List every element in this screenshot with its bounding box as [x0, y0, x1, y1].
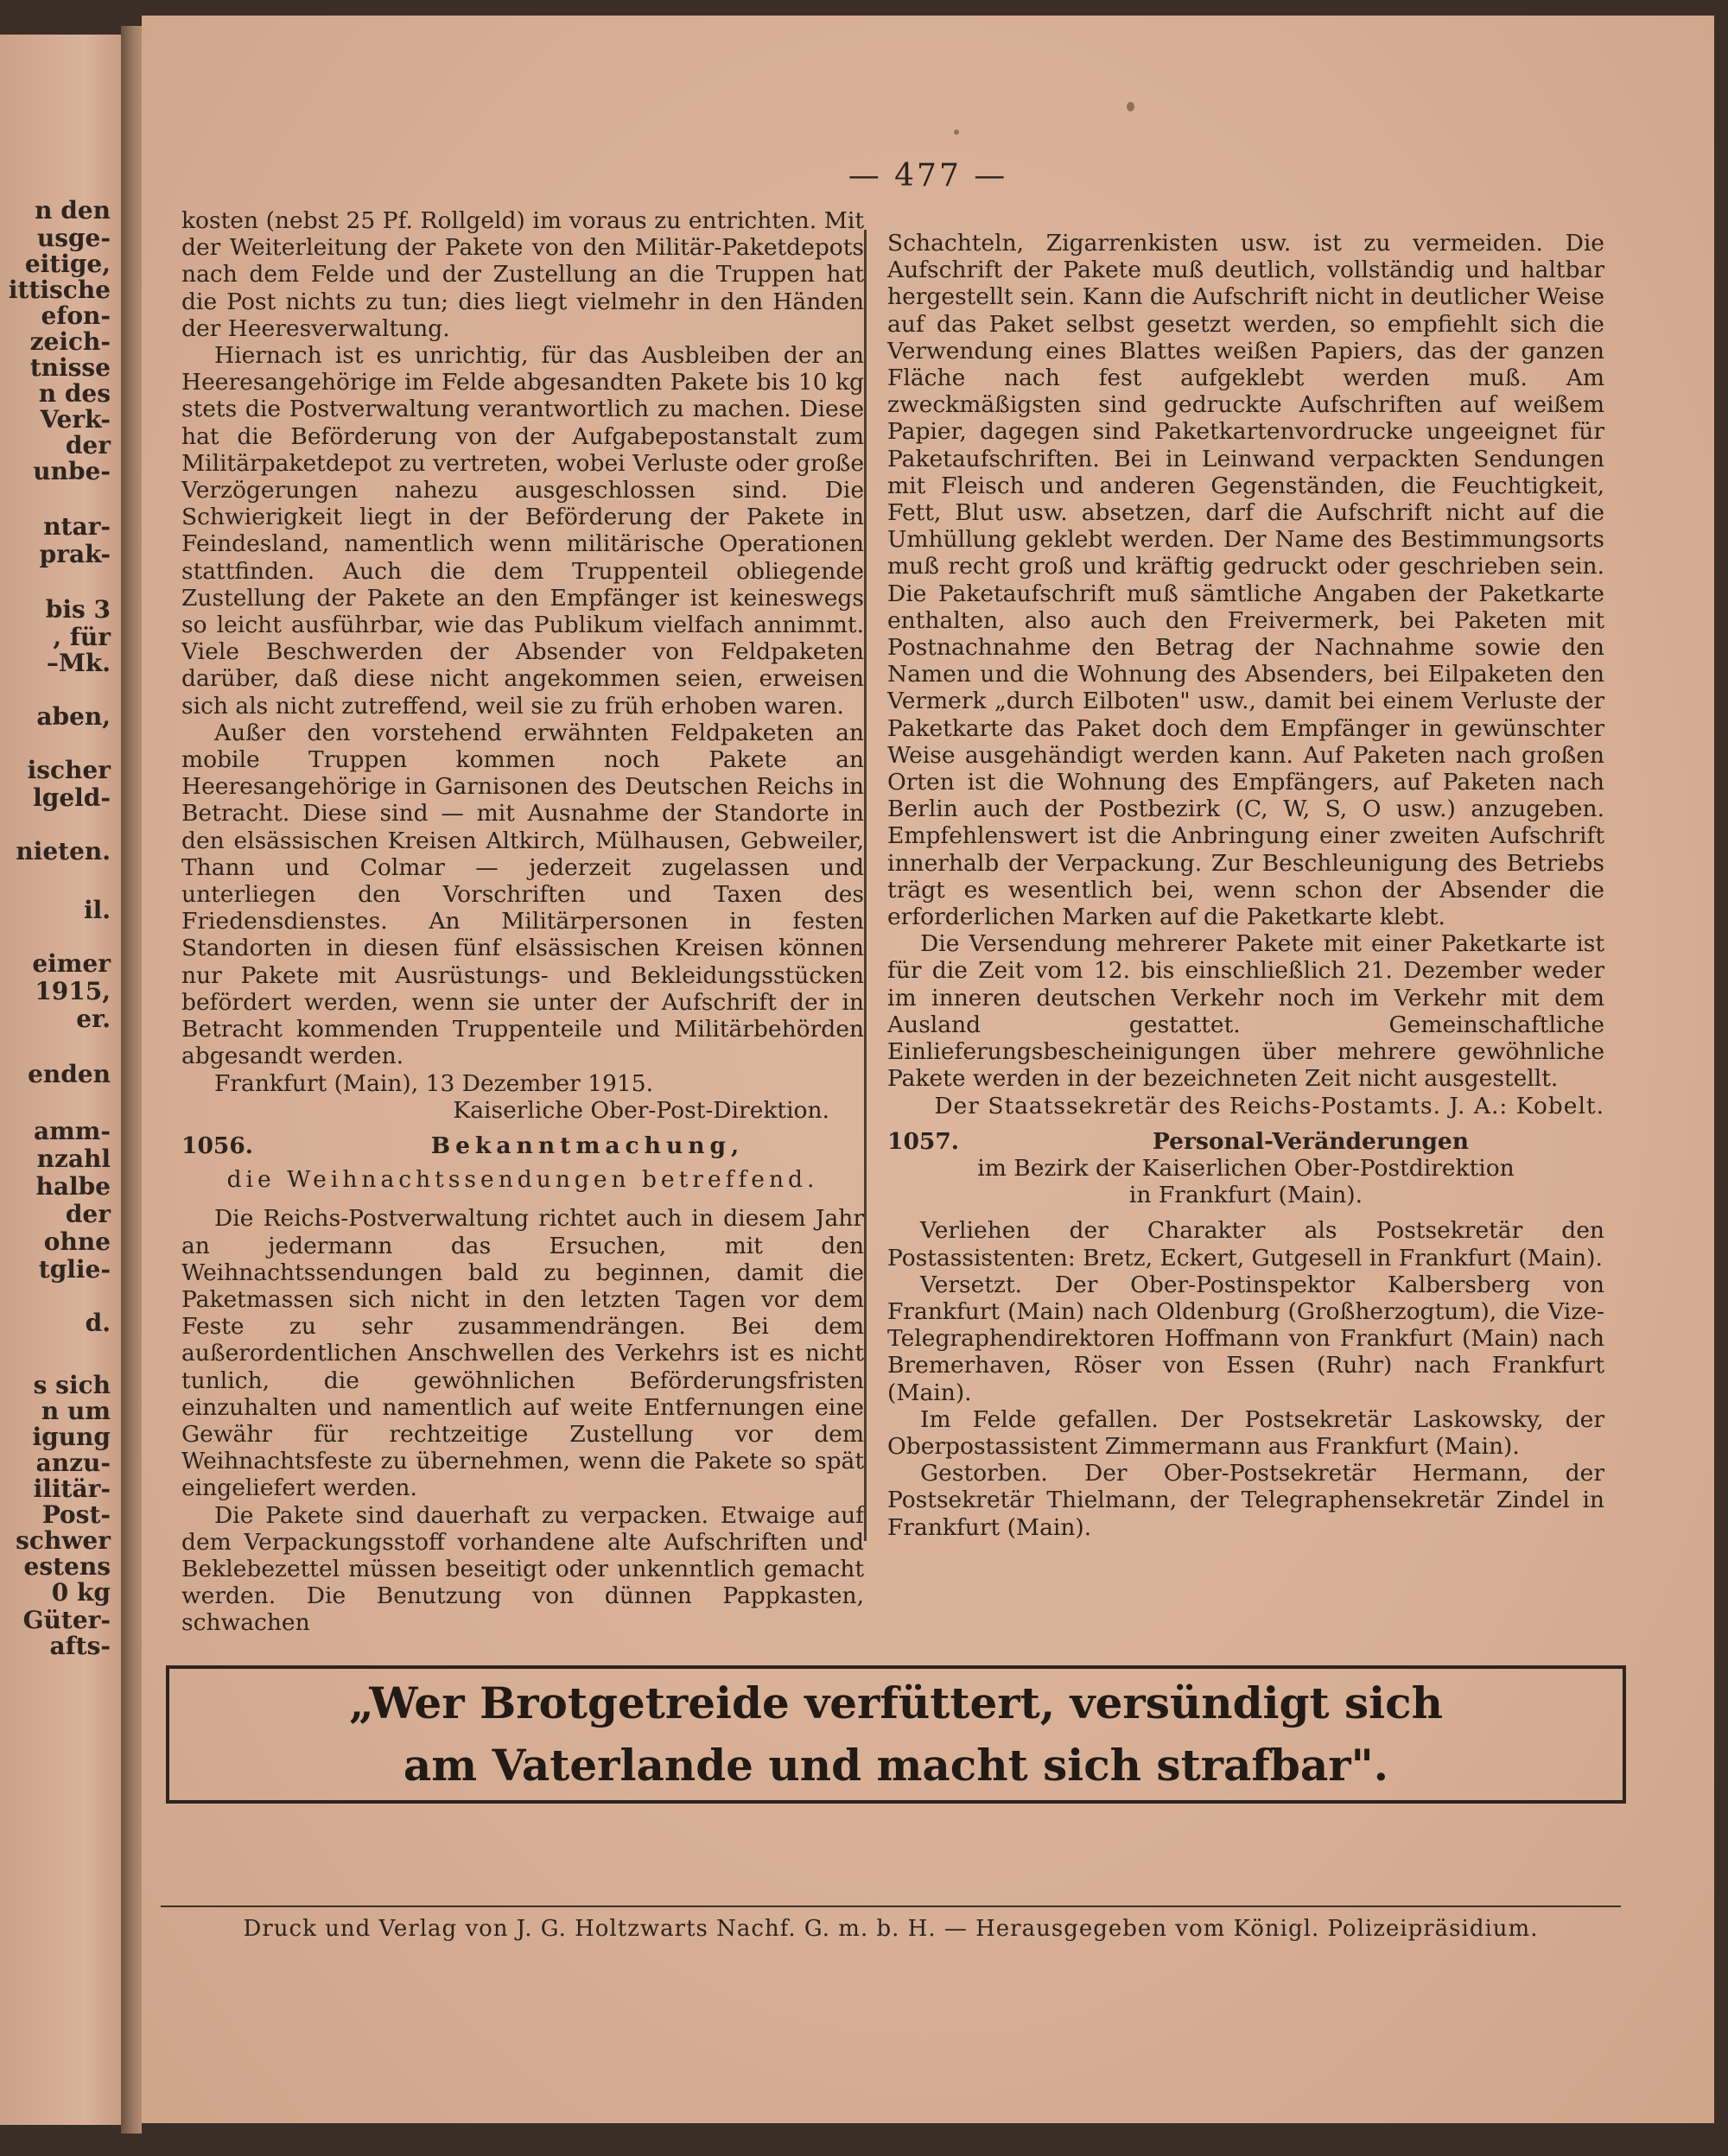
paragraph: Außer den vorstehend erwähnten Feldpaketen an mobile Truppen kommen noch Pakete an Heeresangehörige in Garnisonen des Deutschen Reichs in Betracht. Diese sind — mit Ausnahme der Standorte in den elsässischen Kreisen Altkirch, Mülhausen, Gebweiler, Thann und Colmar — jederzeit zugelassen und unterliegen den Vorschriften und Taxen des Friedensdienstes. An Militärpersonen in festen Standorten in diesen fünf elsässischen Kreisen können nur Pakete mit Ausrüstungs- und Bekleidungsstücken befördert werden, wenn sie unter der Aufschrift der in Betracht kommenden Truppenteile und Militärbehörden abgesandt werden.	[181, 719, 864, 1070]
ink-spot	[954, 130, 959, 135]
left-page-text-fragment: der	[65, 1200, 111, 1228]
footer-rule	[161, 1906, 1621, 1907]
left-page-text-fragment: nzahl	[36, 1145, 111, 1173]
left-page-text-fragment: eitige,	[24, 250, 111, 278]
left-page-text-fragment: Güter-	[22, 1606, 111, 1634]
signature-authority: Kaiserliche Ober-Post-Direktion.	[453, 1096, 829, 1124]
left-page-text-fragment: , für	[53, 623, 111, 651]
left-page-text-fragment: s sich	[33, 1371, 111, 1399]
right-column	[864, 230, 1604, 1541]
left-page-text-fragment: 1915,	[35, 977, 111, 1005]
left-page-text-fragment: tglie-	[38, 1255, 111, 1284]
paragraph: Hiernach ist es unrichtig, für das Ausbleiben der an Heeresangehörige im Felde abgesandten Pakete bis 10 kg stets die Postverwaltung verantwortlich zu machen. Diese hat die Beförderung von der Aufgabepostanstalt zum Militärpaketdepot zu vertreten, wobei Verluste oder große Verzögerungen nahezu ausgeschlossen sind. Die Schwierigkeit liegt in der Beförderung der Pakete in Feindesland, namentlich wenn militärische Operationen stattfinden. Auch die dem Truppenteil obliegende Zustellung der Pakete an den Empfänger ist keineswegs so leicht ausführbar, wie das Publikum vielfach annimmt. Viele Beschwerden der Absender von Feldpaketen darüber, daß diese nicht angekommen seien, erweisen sich als nicht zutreffend, weil sie zu früh erhoben waren.	[181, 342, 864, 720]
left-page-text-fragment: unbe-	[33, 457, 111, 485]
left-page-text-fragment: prak-	[39, 540, 111, 568]
left-page-edge	[0, 35, 121, 2125]
gazette-page	[142, 16, 1714, 2123]
left-page-text-fragment: 0 kg	[51, 1578, 111, 1607]
paragraph: Schachteln, Zigarrenkisten usw. ist zu vermeiden. Die Aufschrift der Pakete muß deutlich, vollständig und haltbar hergestellt sein. Kann die Aufschrift nicht in deutlicher Weise auf das Paket selbst gesetzt werden, so empfiehlt sich die Verwendung eines Blattes weißen Papiers, das der ganzen Fläche nach fest aufgeklebt werden muß. Am zweckmäßigsten sind gedruckte Aufschriften auf weißem Papier, dagegen sind Paketkartenvordrucke ungeeignet für Paketaufschriften. Bei in Leinwand verpackten Sendungen mit Fleisch und anderen Gegenständen, die Feuchtigkeit, Fett, Blut usw. absetzen, darf die Aufschrift nicht auf die Umhüllung geklebt werden. Der Name des Bestimmungsorts muß recht groß und kräftig gedruckt oder geschrieben sein. Die Paketaufschrift muß sämtliche Angaben der Paketkarte enthalten, also auch den Freivermerk, bei Paketen mit Postnachnahme den Betrag der Nachnahme sowie den Namen und die Wohnung des Absenders, bei Eilpaketen den Vermerk „durch Eilboten" usw., damit bei einem Verluste der Paketkarte das Paket doch dem Empfänger in gewünschter Weise ausgehändigt werden kann. Auf Paketen nach großen Orten ist die Wohnung des Empfängers, auf Paketen nach Berlin auch der Postbezirk (C, W, S, O usw.) anzugeben. Empfehlenswert ist die Anbringung einer zweiten Aufschrift innerhalb der Verpackung. Zur Beschleunigung des Betriebs trägt es wesentlich bei, wenn schon der Absender die erforderlichen Marken auf die Paketkarte klebt.	[887, 230, 1604, 931]
left-page-text-fragment: schwer	[16, 1526, 111, 1555]
paragraph: Verliehen der Charakter als Postsekretär den Postassistenten: Bretz, Eckert, Gutgesell in Frankfurt (Main).	[887, 1217, 1604, 1271]
left-page-text-fragment: Verk-	[40, 405, 111, 434]
slogan-line: am Vaterlande und macht sich strafbar".	[403, 1740, 1389, 1791]
signature-place: Frankfurt (Main), 13 Dezember 1915.	[214, 1069, 654, 1097]
paragraph: kosten (nebst 25 Pf. Rollgeld) im voraus zu entrichten. Mit der Weiterleitung der Pakete von den Militär-Paketdepots nach dem Felde und der Zustellung an die Truppen hat die Post nichts zu tun; dies liegt vielmehr in den Händen der Heeresverwaltung.	[181, 207, 864, 342]
book-gutter	[121, 26, 142, 2134]
section-heading-1057	[887, 1128, 1604, 1155]
paragraph: Versetzt. Der Ober-Postinspektor Kalbersberg von Frankfurt (Main) nach Oldenburg (Großherzogtum), die Vize-Telegraphendirektoren Hoffmann von Frankfurt (Main) nach Bremerhaven, Röser von Essen (Ruhr) nach Frankfurt (Main).	[887, 1271, 1604, 1406]
left-page-text-fragment: der	[65, 431, 111, 460]
left-page-text-fragment: aben,	[36, 702, 111, 731]
left-page-text-fragment: afts-	[49, 1632, 111, 1660]
left-page-text-fragment: halbe	[35, 1172, 111, 1201]
left-page-text-fragment: Post-	[41, 1500, 111, 1529]
slogan-banner	[166, 1665, 1626, 1804]
imprint-footer: Druck und Verlag von J. G. Holtzwarts Nachf. G. m. b. H. — Herausgegeben vom Königl. Polizeipräsidium.	[243, 1916, 1539, 1942]
left-page-text-fragment: zeich-	[29, 327, 111, 356]
slogan-line: „Wer Brotgetreide verfüttert, versündigt sich	[349, 1677, 1443, 1728]
section-subtitle: im Bezirk der Kaiserlichen Ober-Postdirektion	[977, 1154, 1515, 1182]
left-page-text-fragment: er.	[76, 1005, 111, 1033]
left-page-text-fragment: estens	[23, 1552, 111, 1581]
left-page-text-fragment: n um	[41, 1397, 111, 1425]
left-page-text-fragment: enden	[28, 1060, 111, 1088]
paragraph: Die Reichs-Postverwaltung richtet auch in diesem Jahr an jedermann das Ersuchen, mit den Weihnachtssendungen bald zu beginnen, damit die Paketmassen sich nicht in den letzten Tagen vor dem Feste zu sehr zusammendrängen. Bei dem außerordentlichen Anschwellen des Verkehrs ist es nicht tunlich, die gewöhnlichen Beförderungsfristen einzuhalten und namentlich auf weite Entfernungen eine Gewähr für rechtzeitige Zustellung vor dem Weihnachtsfeste zu übernehmen, wenn die Pakete so spät eingeliefert werden.	[181, 1205, 864, 1502]
left-page-text-fragment: ilitär-	[33, 1474, 111, 1503]
page-number: — 477 —	[848, 158, 1008, 193]
paragraph: Die Versendung mehrerer Pakete mit einer Paketkarte ist für die Zeit vom 12. bis einschließlich 21. Dezember weder im inneren deutschen Verkehr noch im Verkehr mit dem Ausland gestattet. Gemeinschaftliche Einlieferungsbescheinigungen über mehrere gewöhnliche Pakete werden in der bezeichneten Zeit nicht ausgestellt.	[887, 930, 1604, 1093]
left-page-text-fragment: usge-	[36, 224, 111, 252]
ink-spot	[1127, 102, 1134, 111]
left-page-text-fragment: ittische	[8, 276, 111, 304]
section-title: Bekanntmachung,	[430, 1132, 745, 1159]
left-page-text-fragment: ohne	[43, 1227, 111, 1256]
left-page-text-fragment: tnisse	[29, 353, 111, 382]
left-page-text-fragment: nieten.	[16, 837, 111, 866]
left-page-text-fragment: il.	[83, 896, 111, 924]
section-number: 1057.	[887, 1127, 959, 1155]
left-page-text-fragment: n des	[38, 379, 111, 408]
section-number: 1056.	[181, 1132, 253, 1159]
left-page-text-fragment: anzu-	[35, 1449, 111, 1477]
left-page-text-fragment: –Mk.	[46, 649, 111, 677]
left-page-text-fragment: igung	[32, 1423, 111, 1451]
left-page-text-fragment: lgeld-	[33, 783, 111, 812]
left-page-text-fragment: eimer	[32, 949, 111, 978]
left-page-text-fragment: amm-	[33, 1117, 111, 1145]
section-subtitle: die Weihnachtssendungen betreffend.	[226, 1166, 819, 1194]
left-page-text-fragment: n den	[35, 196, 111, 225]
left-page-text-fragment: bis 3	[45, 595, 111, 624]
paragraph: Gestorben. Der Ober-Postsekretär Hermann, der Postsekretär Thielmann, der Telegraphensekretär Zindel in Frankfurt (Main).	[887, 1460, 1604, 1541]
paragraph: Die Pakete sind dauerhaft zu verpacken. Etwaige auf dem Verpackungsstoff vorhandene alte Aufschriften und Beklebezettel müssen beseitigt oder unkenntlich gemacht werden. Die Benutzung von dünnen Pappkasten, schwachen	[181, 1501, 864, 1637]
left-page-text-fragment: ntar-	[43, 512, 111, 541]
left-page-text-fragment: ischer	[27, 756, 111, 784]
section-title: Personal-Veränderungen	[1152, 1127, 1470, 1155]
signature: Der Staatssekretär des Reichs-Postamts. J. A.: Kobelt.	[934, 1092, 1604, 1119]
paragraph: Im Felde gefallen. Der Postsekretär Laskowsky, der Oberpostassistent Zimmermann aus Frankfurt (Main).	[887, 1405, 1604, 1460]
section-heading-1056	[181, 1132, 864, 1159]
left-page-text-fragment: efon-	[41, 301, 111, 330]
left-page-text-fragment: d.	[85, 1309, 111, 1337]
section-subtitle: in Frankfurt (Main).	[1128, 1182, 1363, 1209]
left-column	[181, 207, 864, 1637]
